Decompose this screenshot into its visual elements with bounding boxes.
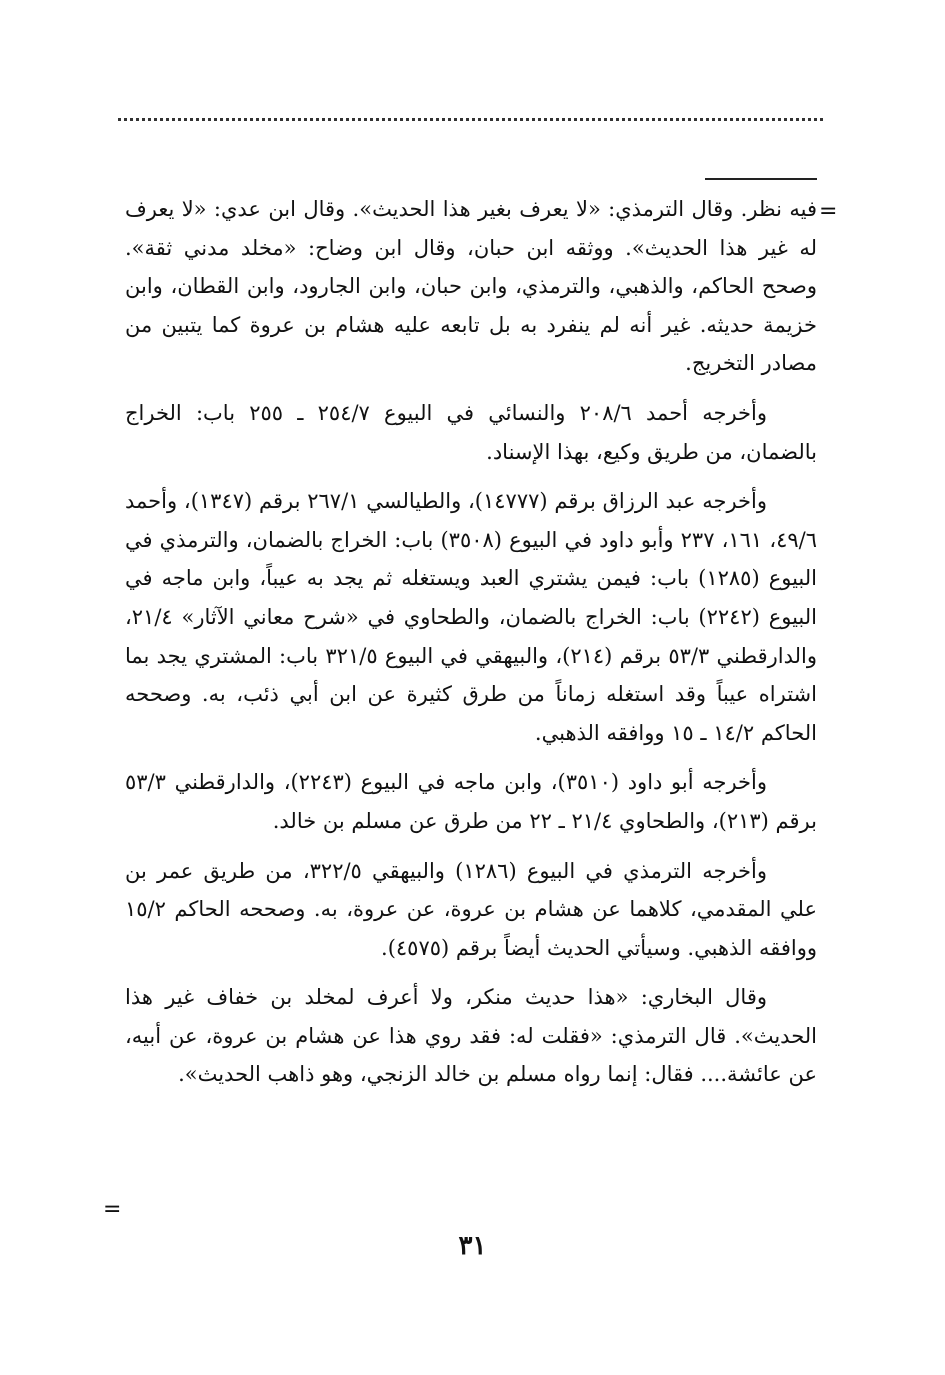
footnote-text-block (125, 190, 817, 1105)
continuation-mark-top: = (819, 199, 838, 224)
page-number: ٣١ (458, 1231, 487, 1261)
paragraph-1: فيه نظر. وقال الترمذي: «لا يعرف بغير هذا الحديث». وقال ابن عدي: «لا يعرف له غير هذا الحديث». ووثقه ابن حبان، وقال ابن وضاح: «مخلد مدني ثقة». وصحح الحاكم، والذهبي، والترمذي، وابن حبان، وابن الجارود، وابن القطان، وابن خزيمة حديثه. غير أنه لم ينفرد به بل تابعه عليه هشام بن عروة كما يتبين من مصادر التخريج. (125, 197, 817, 376)
footnote-separator-rule (705, 178, 817, 180)
paragraph-2: وأخرجه أحمد ٢٠٨/٦ والنسائي في البيوع ٢٥٤/٧ ـ ٢٥٥ باب: الخراج بالضمان، من طريق وكيع، بهذا الإسناد. (125, 400, 817, 464)
header-dotted-rule (118, 118, 823, 121)
paragraph-3: وأخرجه عبد الرزاق برقم (١٤٧٧٧)، والطيالسي ٢٦٧/١ برقم (١٣٤٧)، وأحمد ٤٩/٦، ١٦١، ٢٣٧ وأبو داود في البيوع (٣٥٠٨) باب: الخراج بالضمان، والترمذي في البيوع (١٢٨٥) باب: فيمن يشتري العبد ويستغله ثم يجد به عيباً، وابن ماجه في البيوع (٢٢٤٢) باب: الخراج بالضمان، والطحاوي في «شرح معاني الآثار» ٢١/٤، والدارقطني ٥٣/٣ برقم (٢١٤)، والبيهقي في البيوع ٣٢١/٥ باب: المشتري يجد بما اشتراه عيباً وقد استغله زماناً من طرق كثيرة عن ابن أبي ذئب، به. وصححه الحاكم ١٤/٢ ـ ١٥ ووافقه الذهبي. (125, 489, 818, 745)
continuation-mark-bottom: = (103, 1197, 122, 1222)
paragraph-5: وأخرجه الترمذي في البيوع (١٢٨٦) والبيهقي ٣٢٢/٥، من طريق عمر بن علي المقدمي، كلاهما عن هشام بن عروة، عن عروة، به. وصححه الحاكم ١٥/٢ ووافقه الذهبي. وسيأتي الحديث أيضاً برقم (٤٥٧٥). (125, 858, 817, 960)
paragraph-4: وأخرجه أبو داود (٣٥١٠)، وابن ماجه في البيوع (٢٢٤٣)، والدارقطني ٥٣/٣ برقم (٢١٣)، والطحاوي ٢١/٤ ـ ٢٢ من طرق عن مسلم بن خالد. (125, 770, 817, 833)
paragraph-6: وقال البخاري: «هذا حديث منكر، ولا أعرف لمخلد بن خفاف غير هذا الحديث». قال الترمذي: «فقلت له: فقد روي هذا عن هشام بن عروة، عن أبيه، عن عائشة.... فقال: إنما رواه مسلم بن خالد الزنجي، وهو ذاهب الحديث». (125, 985, 817, 1087)
